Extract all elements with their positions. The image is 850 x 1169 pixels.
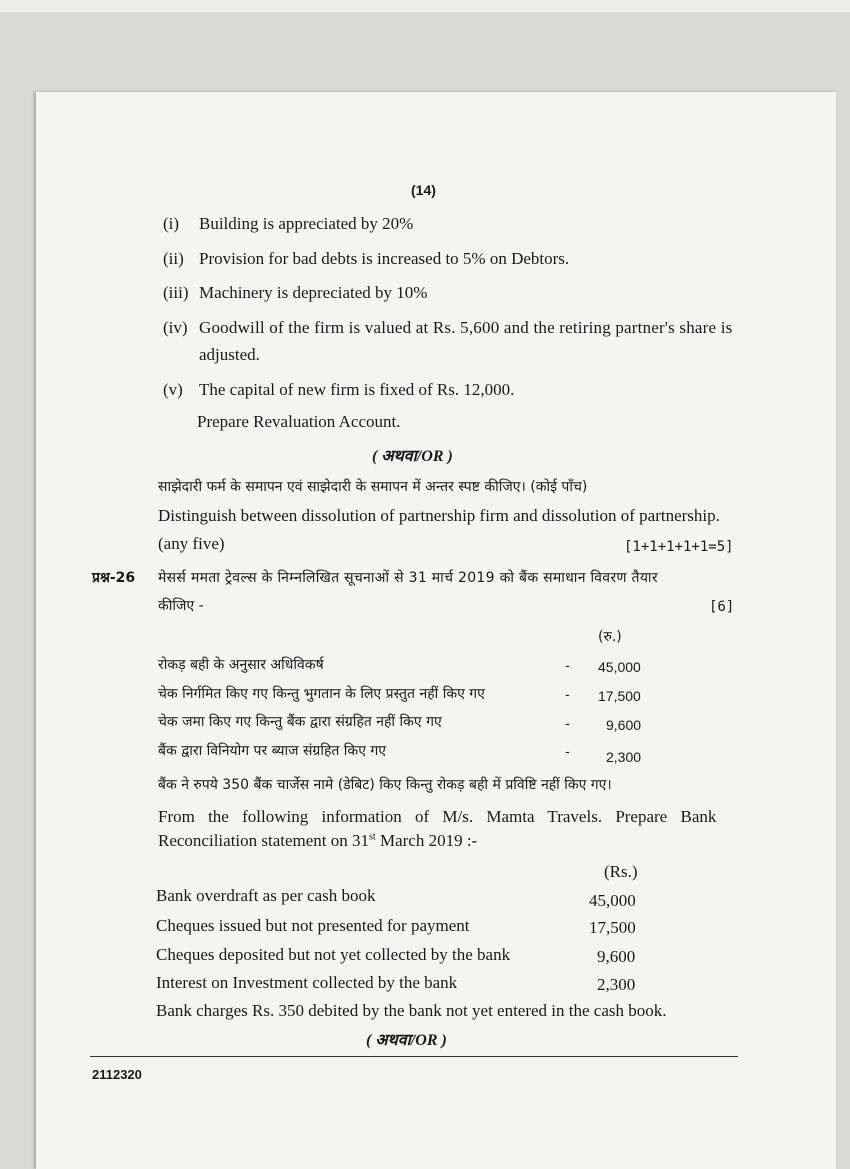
condition-number: (i) (163, 214, 180, 233)
english-item-label: Cheques deposited but not yet collected by the bank (156, 945, 511, 964)
or-label: ( अथवा/OR ) (366, 1032, 447, 1049)
hindi-item-amount: 17,500 (598, 688, 641, 704)
paper-code: 2112320 (92, 1067, 142, 1082)
hindi-item-label: चेक जमा किए गए किन्तु बैंक द्वारा संग्रहित नहीं किए गए (158, 714, 442, 730)
english-item-amount: 17,500 (589, 918, 636, 937)
condition-text-continued: adjusted. (199, 345, 260, 364)
condition-number: (iii) (163, 283, 189, 302)
english-item-amount: 45,000 (589, 891, 636, 910)
q25-or-hindi: साझेदारी फर्म के समापन एवं साझेदारी के समापन में अन्तर स्पष्ट कीजिए। (कोई पाँच) (158, 479, 588, 495)
english-item-amount: 9,600 (597, 947, 636, 966)
english-item-amount: 2,300 (597, 975, 636, 994)
prepare-instruction: Prepare Revaluation Account. (197, 412, 401, 431)
date-suffix: st (369, 831, 376, 843)
hindi-item-dash: - (565, 686, 570, 702)
q25-or-english: Distinguish between dissolution of partnership firm and dissolution of partnership. (158, 506, 720, 525)
english-item-label: Interest on Investment collected by the bank (156, 973, 458, 992)
hindi-item-label: रोकड़ बही के अनुसार अधिविकर्ष (158, 657, 324, 673)
q25-marks: [1+1+1+1+1=5] (624, 539, 734, 555)
hindi-bank-charges-note: बैंक ने रुपये 350 बैंक चार्जेस नामे (डेबिट) किए किन्तु रोकड़ बही में प्रविष्टि नहीं किए गए। (158, 777, 612, 793)
page-number: (14) (411, 182, 436, 198)
condition-text: Goodwill of the firm is valued at Rs. 5,600 and the retiring partner's share is (199, 318, 733, 337)
hindi-item-dash: - (565, 715, 570, 731)
english-item-label: Cheques issued but not presented for payment (156, 916, 470, 935)
condition-text: Provision for bad debts is increased to 5% on Debtors. (199, 249, 570, 268)
condition-text: Machinery is depreciated by 10% (199, 283, 428, 302)
scan-background (0, 0, 850, 12)
q25-or-any-five: (any five) (158, 534, 225, 553)
hindi-item-amount: 9,600 (606, 717, 642, 733)
condition-text: Building is appreciated by 20% (199, 214, 414, 233)
q26-hindi-line1: मेसर्स ममता ट्रेवल्स के निम्नलिखित सूचनाओं से 31 मार्च 2019 को बैंक समाधान विवरण तैयार (158, 570, 658, 586)
hindi-unit-label: (रु.) (598, 629, 622, 645)
hindi-item-amount: 2,300 (606, 749, 642, 765)
intro-text-end: March 2019 :- (375, 831, 478, 850)
q26-marks: [6] (709, 599, 735, 615)
or-label: ( अथवा/OR ) (372, 448, 453, 465)
english-intro-line1: From the following information of M/s. Mamta Travels. Prepare Bank (158, 807, 717, 826)
hindi-item-label: बैंक द्वारा विनियोग पर ब्याज संग्रहित किए गए (158, 743, 387, 759)
english-item-label: Bank overdraft as per cash book (156, 886, 376, 905)
q26-hindi-line2: कीजिए - (158, 598, 204, 614)
q26-label: प्रश्न-26 (92, 570, 136, 586)
english-unit-label: (Rs.) (604, 862, 638, 881)
condition-number: (iv) (163, 318, 188, 337)
condition-number: (ii) (163, 249, 184, 268)
hindi-item-label: चेक निर्गमित किए गए किन्तु भुगतान के लिए प्रस्तुत नहीं किए गए (158, 686, 485, 702)
intro-text: Reconciliation statement on 31 (158, 831, 370, 850)
condition-text: The capital of new firm is fixed of Rs. 12,000. (199, 380, 515, 399)
hindi-item-dash: - (565, 743, 570, 759)
hindi-item-amount: 45,000 (598, 659, 641, 675)
hindi-item-dash: - (565, 657, 570, 673)
footer-divider (90, 1056, 738, 1057)
english-bank-charges-note: Bank charges Rs. 350 debited by the bank not yet entered in the cash book. (156, 1001, 667, 1020)
english-intro-line2 (158, 831, 477, 851)
condition-number: (v) (163, 380, 183, 399)
